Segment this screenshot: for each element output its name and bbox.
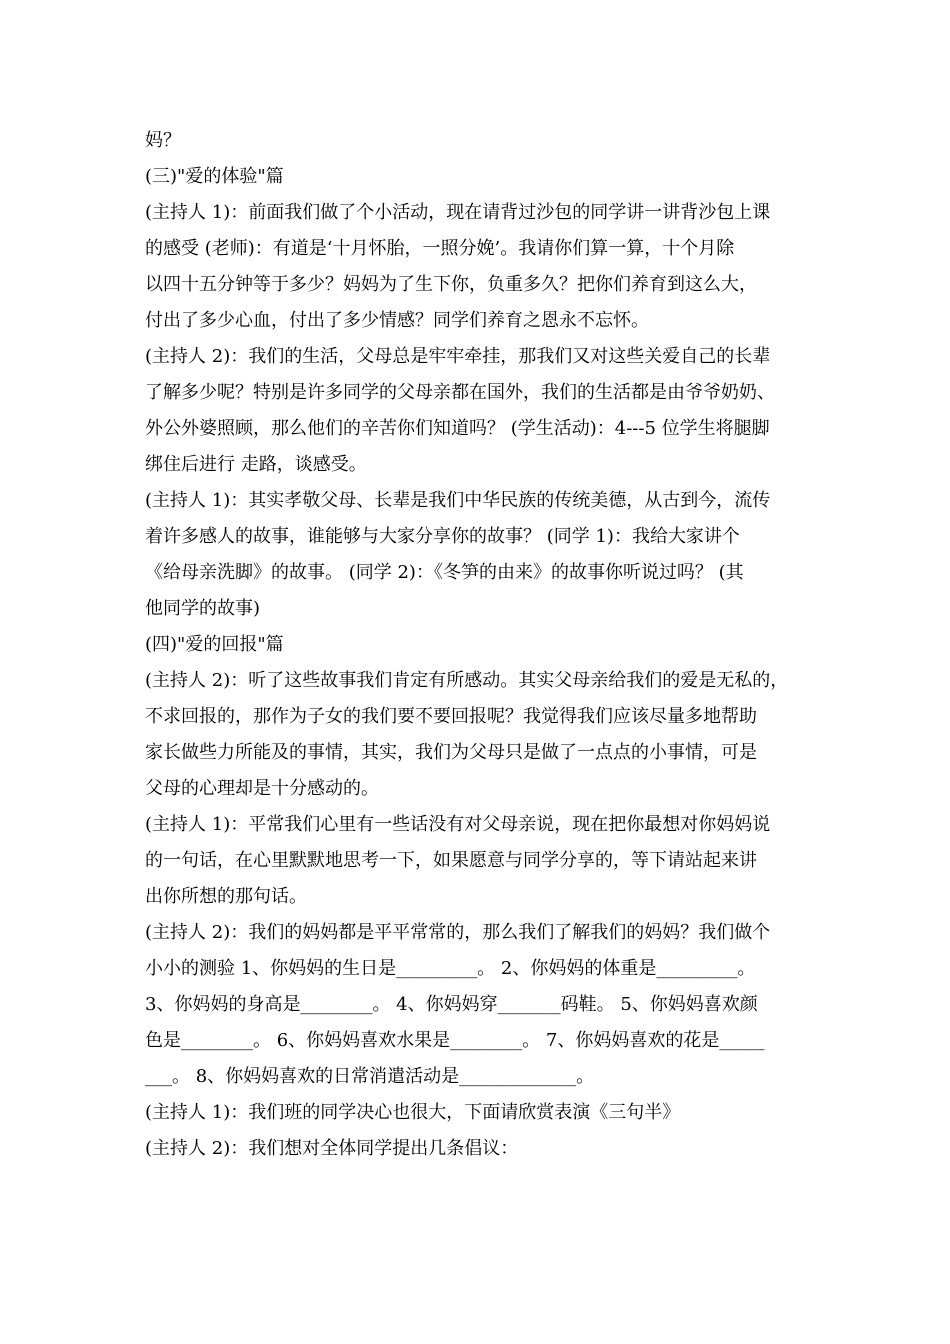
- text-line: 绑住后进行 走路，谈感受。: [145, 454, 367, 475]
- text-line: (主持人 1)：平常我们心里有一些话没有对父母亲说，现在把你最想对你妈妈说: [145, 814, 771, 835]
- quiz-line: 小小的测验 1、你妈妈的生日是_________。 2、你妈妈的体重是_________。: [145, 958, 756, 979]
- text-line: 外公外婆照顾，那么他们的辛苦你们知道吗？ (学生活动)：4---5 位学生将腿脚: [145, 418, 770, 439]
- text-line: 的一句话，在心里默默地思考一下，如果愿意与同学分享的，等下请站起来讲: [145, 850, 757, 871]
- quiz-line: 3、你妈妈的身高是________。 4、你妈妈穿_______码鞋。 5、你妈妈喜欢颜: [145, 994, 758, 1015]
- text-line: 家长做些力所能及的事情，其实，我们为父母只是做了一点点的小事情，可是: [145, 742, 757, 763]
- text-line: (主持人 2)：我们想对全体同学提出几条倡议：: [145, 1138, 519, 1159]
- text-line: (主持人 2)：我们的妈妈都是平平常常的，那么我们了解我们的妈妈？我们做个: [145, 922, 771, 943]
- text-line: (主持人 1)：其实孝敬父母、长辈是我们中华民族的传统美德，从古到今，流传: [145, 490, 771, 511]
- text-line: (主持人 1)：我们班的同学决心也很大，下面请欣赏表演《三句半》: [145, 1102, 681, 1123]
- section-heading: (三)"爱的体验"篇: [145, 166, 284, 187]
- text-line: (主持人 1)：前面我们做了个小活动，现在请背过沙包的同学讲一讲背沙包上课: [145, 202, 771, 223]
- text-line: (主持人 2)：听了这些故事我们肯定有所感动。其实父母亲给我们的爱是无私的，: [145, 670, 789, 691]
- quiz-line: 色是________。 6、你妈妈喜欢水果是________。 7、你妈妈喜欢的花是_____: [145, 1030, 765, 1051]
- text-line: 以四十五分钟等于多少？妈妈为了生下你，负重多久？把你们养育到这么大，: [145, 274, 757, 295]
- text-line: 他同学的故事): [145, 598, 261, 619]
- document-body: [145, 123, 813, 1167]
- text-line: 不求回报的，那作为子女的我们要不要回报呢？我觉得我们应该尽量多地帮助: [145, 706, 757, 727]
- text-line: 着许多感人的故事，谁能够与大家分享你的故事？ (同学 1)：我给大家讲个: [145, 526, 740, 547]
- section-heading: (四)"爱的回报"篇: [145, 634, 284, 655]
- text-line: 了解多少呢？特别是许多同学的父母亲都在国外，我们的生活都是由爷爷奶奶、: [145, 382, 775, 403]
- text-line: 付出了多少心血，付出了多少情感？同学们养育之恩永不忘怀。: [145, 310, 649, 331]
- text-line: 出你所想的那句话。: [145, 886, 307, 907]
- text-line: 父母的心理却是十分感动的。: [145, 778, 379, 799]
- quiz-line: ___。 8、你妈妈喜欢的日常消遣活动是_____________。: [145, 1066, 595, 1087]
- text-line: (主持人 2)：我们的生活，父母总是牢牢牵挂，那我们又对这些关爱自己的长辈: [145, 346, 771, 367]
- text-line: 《给母亲洗脚》的故事。 (同学 2)：《冬笋的由来》的故事你听说过吗？ (其: [145, 562, 744, 583]
- text-line: 的感受 (老师)：有道是‘十月怀胎，一照分娩’。我请你们算一算，十个月除: [145, 238, 735, 259]
- text-line: 妈？: [145, 130, 181, 151]
